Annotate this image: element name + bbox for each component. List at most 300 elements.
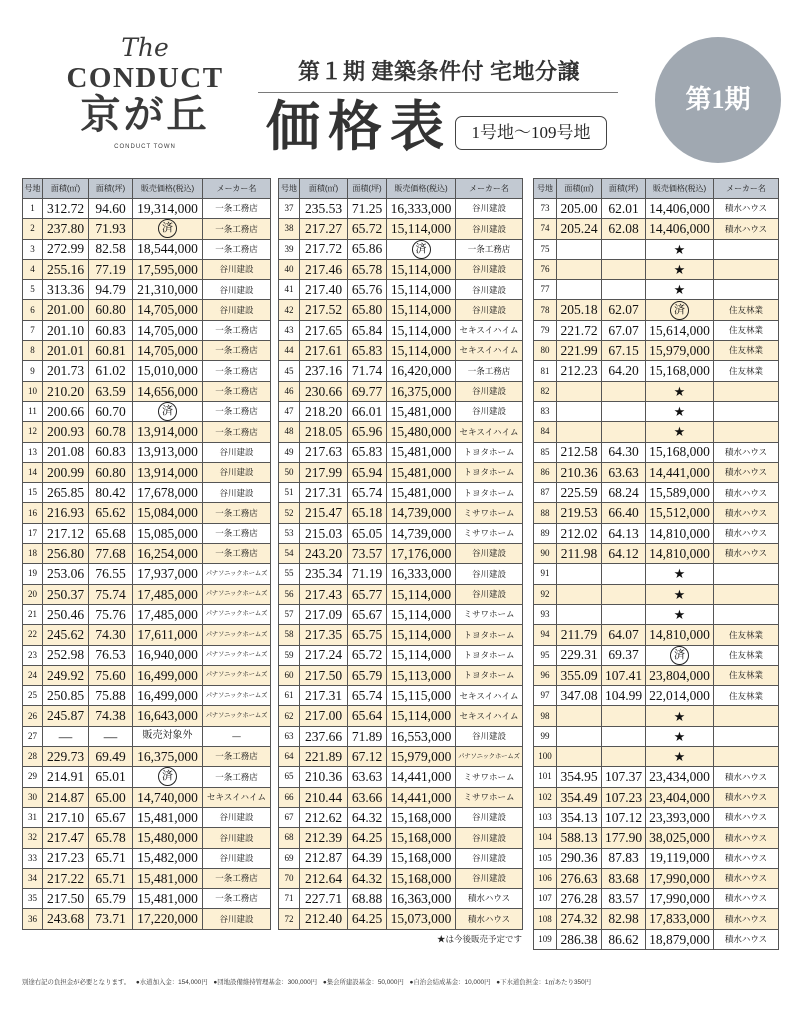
maker-cell: 一条工務店 (203, 868, 271, 888)
price-cell: 15,480,000 (133, 828, 203, 848)
table-row (23, 767, 271, 787)
area-sqm-cell: 313.36 (43, 280, 89, 300)
area-tsubo-cell: 62.08 (602, 219, 646, 239)
area-sqm-cell: 217.46 (300, 259, 348, 279)
lot-number-cell: 20 (23, 584, 43, 604)
area-sqm-cell: 219.53 (557, 503, 602, 523)
maker-cell: 一条工務店 (203, 199, 271, 219)
price-cell: 15,085,000 (133, 523, 203, 543)
lot-number-cell: 46 (279, 381, 300, 401)
maker-cell (714, 706, 779, 726)
maker-cell: 積水ハウス (714, 889, 779, 909)
lot-number-cell: 31 (23, 807, 43, 827)
price-cell: 16,553,000 (387, 726, 456, 746)
lot-number-cell: 21 (23, 604, 43, 624)
lot-number-cell: 36 (23, 909, 43, 929)
maker-cell: 一条工務店 (203, 767, 271, 787)
area-tsubo-cell: 66.40 (602, 503, 646, 523)
area-sqm-cell: 256.80 (43, 544, 89, 564)
table-row (534, 442, 779, 462)
lot-number-cell: 99 (534, 726, 557, 746)
table-row (279, 747, 523, 767)
price-cell: 17,485,000 (133, 604, 203, 624)
table-row (534, 320, 779, 340)
table-row (534, 422, 779, 442)
lot-number-cell: 50 (279, 462, 300, 482)
area-tsubo-cell (602, 706, 646, 726)
area-sqm-cell: 200.66 (43, 401, 89, 421)
area-sqm-cell: 200.99 (43, 462, 89, 482)
price-cell: 38,025,000 (646, 828, 714, 848)
table-row (534, 726, 779, 746)
price-cell: 15,113,000 (387, 665, 456, 685)
lot-number-cell: 77 (534, 280, 557, 300)
table-row (534, 483, 779, 503)
area-tsubo-cell: 65.05 (348, 523, 387, 543)
title-divider (258, 92, 618, 93)
lot-number-cell: 87 (534, 483, 557, 503)
maker-cell: 一条工務店 (203, 219, 271, 239)
price-cell: 15,979,000 (646, 341, 714, 361)
lot-number-cell: 65 (279, 767, 300, 787)
sold-mark: 済 (412, 240, 431, 259)
area-tsubo-cell: 65.71 (89, 848, 133, 868)
price-table-3 (533, 178, 779, 950)
area-tsubo-cell: 77.19 (89, 259, 133, 279)
maker-cell: 積水ハウス (714, 503, 779, 523)
price-cell: 17,937,000 (133, 564, 203, 584)
upcoming-star-cell: ★ (646, 401, 714, 421)
table-row (279, 361, 523, 381)
lot-number-cell: 78 (534, 300, 557, 320)
maker-cell: トヨタホーム (456, 442, 523, 462)
table-row (534, 686, 779, 706)
maker-cell: ミサワホーム (456, 787, 523, 807)
lot-number-cell: 9 (23, 361, 43, 381)
upcoming-sale-note: ★は今後販売予定です (436, 934, 522, 944)
lot-number-cell: 40 (279, 259, 300, 279)
lot-number-cell: 44 (279, 341, 300, 361)
area-sqm-cell: 214.87 (43, 787, 89, 807)
area-tsubo-cell: 64.25 (348, 828, 387, 848)
area-sqm-cell: 215.03 (300, 523, 348, 543)
table-row (279, 544, 523, 564)
table-row (534, 259, 779, 279)
footer-fee-item: ●下水道負担金：1㎡あたり350円 (496, 979, 592, 986)
area-sqm-cell: 212.87 (300, 848, 348, 868)
price-cell: 14,705,000 (133, 341, 203, 361)
lot-number-cell: 84 (534, 422, 557, 442)
area-tsubo-cell: 104.99 (602, 686, 646, 706)
area-sqm-cell: 347.08 (557, 686, 602, 706)
area-tsubo-cell: 65.80 (348, 300, 387, 320)
lot-number-cell: 96 (534, 665, 557, 685)
area-tsubo-cell: 71.74 (348, 361, 387, 381)
table-row (279, 503, 523, 523)
area-tsubo-cell (602, 239, 646, 259)
lot-number-cell: 25 (23, 686, 43, 706)
lot-number-cell: 101 (534, 767, 557, 787)
area-tsubo-cell: 65.72 (348, 219, 387, 239)
area-tsubo-cell: 67.07 (602, 320, 646, 340)
maker-cell: 谷川建設 (203, 280, 271, 300)
maker-cell: トヨタホーム (456, 665, 523, 685)
price-cell: 16,254,000 (133, 544, 203, 564)
table-row (23, 422, 271, 442)
maker-cell: 積水ハウス (714, 462, 779, 482)
area-tsubo-cell: 73.71 (89, 909, 133, 929)
area-sqm-cell: 217.52 (300, 300, 348, 320)
upcoming-star-cell: ★ (646, 239, 714, 259)
price-cell: 15,084,000 (133, 503, 203, 523)
table-row (534, 401, 779, 421)
area-sqm-cell: 217.47 (43, 828, 89, 848)
area-tsubo-cell: 65.75 (348, 625, 387, 645)
table-row (279, 564, 523, 584)
maker-cell (714, 422, 779, 442)
maker-cell: 谷川建設 (456, 280, 523, 300)
lot-number-cell: 14 (23, 462, 43, 482)
header-lot-number: 号地 (23, 179, 43, 199)
lot-number-cell: 26 (23, 706, 43, 726)
table-row (23, 462, 271, 482)
area-sqm-cell: 201.01 (43, 341, 89, 361)
lot-number-cell: 30 (23, 787, 43, 807)
price-cell: 16,499,000 (133, 665, 203, 685)
sold-mark: 済 (670, 301, 689, 320)
table-row (279, 787, 523, 807)
area-sqm-cell: — (43, 726, 89, 746)
lot-number-cell: 43 (279, 320, 300, 340)
area-sqm-cell: 201.73 (43, 361, 89, 381)
maker-cell: 積水ハウス (714, 828, 779, 848)
lot-number-cell: 4 (23, 259, 43, 279)
table-row (23, 259, 271, 279)
price-cell: 16,375,000 (387, 381, 456, 401)
phase-badge: 第1期 (655, 37, 781, 163)
price-cell: 13,913,000 (133, 442, 203, 462)
area-tsubo-cell: 61.02 (89, 361, 133, 381)
area-sqm-cell: 252.98 (43, 645, 89, 665)
maker-cell: 谷川建設 (456, 868, 523, 888)
table-row (23, 503, 271, 523)
area-tsubo-cell: 65.83 (348, 341, 387, 361)
header-lot-number: 号地 (279, 179, 300, 199)
maker-cell: 谷川建設 (456, 584, 523, 604)
area-sqm-cell: 286.38 (557, 929, 602, 949)
table-row (534, 828, 779, 848)
upcoming-star-cell: ★ (646, 564, 714, 584)
price-cell (133, 767, 203, 787)
price-cell: 14,740,000 (133, 787, 203, 807)
price-cell: 14,656,000 (133, 381, 203, 401)
area-sqm-cell: 243.20 (300, 544, 348, 564)
price-cell: 14,739,000 (387, 503, 456, 523)
maker-cell: 住友林業 (714, 361, 779, 381)
price-cell: 15,114,000 (387, 341, 456, 361)
area-sqm-cell: 214.91 (43, 767, 89, 787)
area-sqm-cell: 250.37 (43, 584, 89, 604)
area-sqm-cell: 245.62 (43, 625, 89, 645)
maker-cell (714, 259, 779, 279)
price-cell: 13,914,000 (133, 422, 203, 442)
maker-cell: 谷川建設 (456, 564, 523, 584)
area-sqm-cell: 217.31 (300, 483, 348, 503)
area-sqm-cell: 235.34 (300, 564, 348, 584)
area-sqm-cell: 355.09 (557, 665, 602, 685)
maker-cell: 積水ハウス (714, 219, 779, 239)
area-tsubo-cell (602, 564, 646, 584)
area-sqm-cell (557, 280, 602, 300)
table-row (279, 868, 523, 888)
lot-number-cell: 59 (279, 645, 300, 665)
area-tsubo-cell: 64.39 (348, 848, 387, 868)
area-tsubo-cell: 71.25 (348, 199, 387, 219)
header-maker: メーカー名 (456, 179, 523, 199)
footer-fee-item: ●集会所建設基金：50,000円 (322, 979, 404, 986)
brand-logo (50, 34, 240, 152)
price-cell: 15,480,000 (387, 422, 456, 442)
area-tsubo-cell: 65.78 (348, 259, 387, 279)
price-cell: 15,114,000 (387, 280, 456, 300)
table-row (23, 604, 271, 624)
table-row (23, 442, 271, 462)
table-row (23, 868, 271, 888)
maker-cell: 谷川建設 (456, 300, 523, 320)
price-cell: 15,481,000 (133, 807, 203, 827)
lot-number-cell: 100 (534, 747, 557, 767)
lot-number-cell: 61 (279, 686, 300, 706)
table-row (23, 199, 271, 219)
maker-cell: セキスイハイム (203, 787, 271, 807)
lot-number-cell: 56 (279, 584, 300, 604)
area-tsubo-cell: 75.60 (89, 665, 133, 685)
header-area-sqm: 面積(㎡) (300, 179, 348, 199)
area-tsubo-cell: 64.07 (602, 625, 646, 645)
lot-number-cell: 16 (23, 503, 43, 523)
maker-cell (714, 584, 779, 604)
area-tsubo-cell: 82.58 (89, 239, 133, 259)
area-sqm-cell: 227.71 (300, 889, 348, 909)
table-header-row (23, 179, 271, 199)
maker-cell: 一条工務店 (203, 341, 271, 361)
maker-cell: 一条工務店 (203, 361, 271, 381)
area-sqm-cell: 588.13 (557, 828, 602, 848)
lot-number-cell: 10 (23, 381, 43, 401)
table-row (23, 300, 271, 320)
area-sqm-cell: 276.28 (557, 889, 602, 909)
area-tsubo-cell: 69.37 (602, 645, 646, 665)
maker-cell: パナソニックホームズ (203, 645, 271, 665)
area-sqm-cell: 221.72 (557, 320, 602, 340)
area-sqm-cell: 216.93 (43, 503, 89, 523)
maker-cell: 一条工務店 (203, 381, 271, 401)
lot-number-cell: 2 (23, 219, 43, 239)
price-cell: 17,595,000 (133, 259, 203, 279)
lot-number-cell: 57 (279, 604, 300, 624)
maker-cell: ミサワホーム (456, 523, 523, 543)
maker-cell: 谷川建設 (203, 828, 271, 848)
maker-cell: 住友林業 (714, 320, 779, 340)
table-row (534, 706, 779, 726)
maker-cell: セキスイハイム (456, 341, 523, 361)
area-sqm-cell: 217.23 (43, 848, 89, 868)
maker-cell: セキスイハイム (456, 320, 523, 340)
area-tsubo-cell: 80.42 (89, 483, 133, 503)
area-sqm-cell: 212.23 (557, 361, 602, 381)
area-sqm-cell: 243.68 (43, 909, 89, 929)
lot-number-cell: 6 (23, 300, 43, 320)
price-cell: 15,614,000 (646, 320, 714, 340)
lot-number-cell: 29 (23, 767, 43, 787)
lot-number-cell: 60 (279, 665, 300, 685)
header-maker: メーカー名 (714, 179, 779, 199)
maker-cell: 積水ハウス (714, 807, 779, 827)
lot-number-cell: 28 (23, 747, 43, 767)
price-cell: 15,512,000 (646, 503, 714, 523)
header-area-tsubo: 面積(坪) (602, 179, 646, 199)
maker-cell: パナソニックホームズ (456, 747, 523, 767)
area-tsubo-cell: 177.90 (602, 828, 646, 848)
area-sqm-cell: 217.72 (300, 239, 348, 259)
area-tsubo-cell: 68.24 (602, 483, 646, 503)
table-header-row (279, 179, 523, 199)
table-row (23, 361, 271, 381)
area-tsubo-cell: 65.74 (348, 483, 387, 503)
area-sqm-cell: 217.24 (300, 645, 348, 665)
area-sqm-cell: 265.85 (43, 483, 89, 503)
area-sqm-cell: 245.87 (43, 706, 89, 726)
area-sqm-cell: 211.79 (557, 625, 602, 645)
price-cell (133, 219, 203, 239)
maker-cell: 積水ハウス (714, 523, 779, 543)
lot-number-cell: 93 (534, 604, 557, 624)
maker-cell: パナソニックホームズ (203, 584, 271, 604)
area-sqm-cell: 205.18 (557, 300, 602, 320)
area-sqm-cell: 212.02 (557, 523, 602, 543)
area-sqm-cell (557, 706, 602, 726)
sold-mark: 済 (158, 219, 177, 238)
price-cell: 15,482,000 (133, 848, 203, 868)
area-tsubo-cell: 65.64 (348, 706, 387, 726)
lot-number-cell: 74 (534, 219, 557, 239)
area-tsubo-cell: 60.80 (89, 462, 133, 482)
price-cell: 18,544,000 (133, 239, 203, 259)
price-cell: 15,481,000 (387, 401, 456, 421)
lot-number-cell: 82 (534, 381, 557, 401)
price-cell: 18,879,000 (646, 929, 714, 949)
maker-cell: 谷川建設 (456, 381, 523, 401)
maker-cell: 一条工務店 (456, 361, 523, 381)
lot-number-cell: 27 (23, 726, 43, 746)
area-tsubo-cell: 65.67 (348, 604, 387, 624)
price-cell: 15,168,000 (387, 807, 456, 827)
price-cell: 14,705,000 (133, 300, 203, 320)
area-tsubo-cell: 65.68 (89, 523, 133, 543)
lot-number-cell: 5 (23, 280, 43, 300)
maker-cell: 谷川建設 (203, 848, 271, 868)
area-sqm-cell: 217.10 (43, 807, 89, 827)
price-cell: 14,810,000 (646, 544, 714, 564)
page-subtitle: 第１期 建築条件付 宅地分譲 (297, 59, 580, 84)
table-row (23, 848, 271, 868)
area-tsubo-cell: 65.79 (89, 889, 133, 909)
lot-number-cell: 90 (534, 544, 557, 564)
area-tsubo-cell: 74.38 (89, 706, 133, 726)
table-row (534, 199, 779, 219)
table-row (23, 239, 271, 259)
table-row (279, 259, 523, 279)
area-sqm-cell: 250.85 (43, 686, 89, 706)
maker-cell: 積水ハウス (714, 483, 779, 503)
price-cell: 16,333,000 (387, 564, 456, 584)
maker-cell: パナソニックホームズ (203, 665, 271, 685)
area-tsubo-cell: 65.01 (89, 767, 133, 787)
lot-number-cell: 32 (23, 828, 43, 848)
area-sqm-cell: 212.39 (300, 828, 348, 848)
price-cell: 15,114,000 (387, 645, 456, 665)
price-cell: 14,810,000 (646, 523, 714, 543)
maker-cell: 一条工務店 (203, 401, 271, 421)
lot-number-cell: 109 (534, 929, 557, 949)
price-cell: 15,114,000 (387, 604, 456, 624)
area-tsubo-cell (602, 280, 646, 300)
lot-number-cell: 80 (534, 341, 557, 361)
area-sqm-cell: 235.53 (300, 199, 348, 219)
table-row (534, 747, 779, 767)
table-row (279, 219, 523, 239)
lot-number-cell: 81 (534, 361, 557, 381)
maker-cell: トヨタホーム (456, 625, 523, 645)
maker-cell: セキスイハイム (456, 706, 523, 726)
area-sqm-cell: 201.00 (43, 300, 89, 320)
area-tsubo-cell: 64.32 (348, 868, 387, 888)
maker-cell: 積水ハウス (714, 544, 779, 564)
table-row (534, 341, 779, 361)
area-sqm-cell: 250.46 (43, 604, 89, 624)
area-tsubo-cell: 76.55 (89, 564, 133, 584)
price-cell: 15,114,000 (387, 259, 456, 279)
table-row (23, 807, 271, 827)
lot-number-cell: 108 (534, 909, 557, 929)
table-header-row (534, 179, 779, 199)
table-row (23, 320, 271, 340)
area-sqm-cell: 200.93 (43, 422, 89, 442)
area-tsubo-cell (602, 422, 646, 442)
table-row (279, 381, 523, 401)
area-sqm-cell: 210.36 (300, 767, 348, 787)
table-row (279, 767, 523, 787)
area-sqm-cell: 290.36 (557, 848, 602, 868)
price-cell: 販売対象外 (133, 726, 203, 746)
maker-cell: 谷川建設 (456, 544, 523, 564)
area-sqm-cell: 354.95 (557, 767, 602, 787)
area-sqm-cell: 217.09 (300, 604, 348, 624)
price-cell: 15,114,000 (387, 300, 456, 320)
lot-number-cell: 53 (279, 523, 300, 543)
maker-cell: 谷川建設 (203, 442, 271, 462)
area-tsubo-cell: 63.66 (348, 787, 387, 807)
table-row (534, 300, 779, 320)
maker-cell: 一条工務店 (203, 523, 271, 543)
lot-number-cell: 98 (534, 706, 557, 726)
price-cell: 16,420,000 (387, 361, 456, 381)
table-row (279, 523, 523, 543)
maker-cell: 積水ハウス (456, 909, 523, 929)
area-tsubo-cell: — (89, 726, 133, 746)
header-area-tsubo: 面積(坪) (89, 179, 133, 199)
table-row (279, 341, 523, 361)
